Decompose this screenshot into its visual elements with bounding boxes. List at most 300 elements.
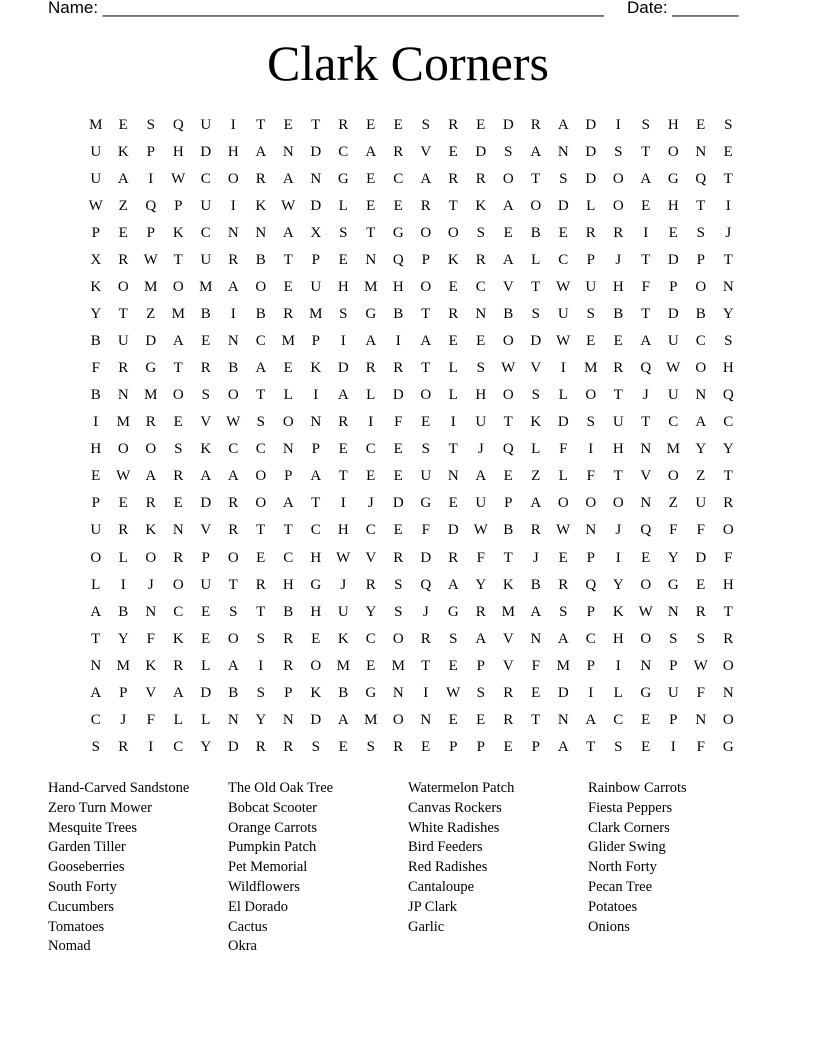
grid-letter[interactable]: R [448,306,459,323]
grid-letter[interactable]: A [337,711,349,728]
grid-letter[interactable]: U [90,171,102,188]
grid-letter[interactable]: Z [696,468,706,485]
grid-letter[interactable]: F [641,279,650,296]
grid-letter[interactable]: F [696,684,705,701]
grid-letter[interactable]: J [367,495,374,512]
grid-letter[interactable]: C [558,252,569,269]
date-field-label[interactable]: Date: _______ [627,0,739,17]
grid-letter[interactable]: F [559,441,568,458]
grid-letter[interactable]: K [172,630,184,647]
grid-letter[interactable]: U [695,495,707,512]
grid-letter[interactable]: M [309,306,323,323]
grid-letter[interactable]: H [612,441,624,458]
grid-letter[interactable]: D [200,684,212,701]
grid-letter[interactable]: W [336,549,351,566]
grid-letter[interactable]: F [146,630,155,647]
grid-letter[interactable]: O [667,144,679,161]
grid-letter[interactable]: O [392,630,404,647]
grid-letter[interactable]: H [337,522,349,539]
grid-letter[interactable]: P [504,495,513,512]
grid-letter[interactable]: I [615,117,621,133]
grid-letter[interactable]: R [228,522,239,539]
grid-letter[interactable]: S [174,441,183,458]
grid-letter[interactable]: E [476,711,486,728]
grid-letter[interactable]: K [310,684,322,701]
grid-letter[interactable]: F [696,738,705,755]
grid-letter[interactable]: R [200,360,211,377]
grid-letter[interactable]: R [338,117,349,133]
grid-letter[interactable]: F [531,657,540,674]
grid-letter[interactable]: G [310,576,322,593]
grid-letter[interactable]: O [172,387,184,404]
grid-letter[interactable]: Y [255,711,267,728]
grid-letter[interactable]: I [615,549,621,566]
grid-letter[interactable]: P [311,252,320,269]
grid-letter[interactable]: N [282,711,294,728]
grid-letter[interactable]: O [117,441,129,458]
grid-letter[interactable]: L [201,657,211,674]
grid-letter[interactable]: T [338,468,348,485]
grid-letter[interactable]: T [641,306,651,323]
grid-letter[interactable]: W [556,333,571,350]
grid-letter[interactable]: F [91,360,100,377]
grid-letter[interactable]: T [723,252,733,269]
grid-letter[interactable]: T [256,522,266,539]
grid-letter[interactable]: R [420,630,431,647]
grid-letter[interactable]: D [392,387,404,404]
grid-letter[interactable]: S [476,684,485,701]
grid-letter[interactable]: T [283,522,293,539]
grid-letter[interactable]: V [502,657,514,674]
grid-letter[interactable]: H [282,576,294,593]
grid-letter[interactable]: E [558,225,568,242]
grid-letter[interactable]: N [117,387,129,404]
grid-letter[interactable]: A [337,387,349,404]
grid-letter[interactable]: B [90,333,101,350]
grid-letter[interactable]: T [91,630,101,647]
grid-letter[interactable]: R [558,576,569,593]
grid-letter[interactable]: R [145,414,156,431]
grid-letter[interactable]: O [612,171,624,188]
grid-letter[interactable]: T [256,603,266,620]
grid-letter[interactable]: I [725,198,731,215]
grid-letter[interactable]: L [201,711,211,728]
grid-letter[interactable]: X [310,225,322,242]
grid-letter[interactable]: Y [722,441,734,458]
grid-letter[interactable]: T [421,360,431,377]
grid-letter[interactable]: B [695,306,706,323]
grid-letter[interactable]: Y [612,576,624,593]
grid-letter[interactable]: O [585,495,597,512]
grid-letter[interactable]: F [421,522,430,539]
grid-letter[interactable]: S [146,117,155,133]
grid-letter[interactable]: B [503,306,514,323]
grid-letter[interactable]: D [337,360,349,377]
grid-letter[interactable]: S [504,144,513,161]
grid-letter[interactable]: A [420,333,432,350]
grid-letter[interactable]: Q [420,576,432,593]
grid-letter[interactable]: O [282,414,294,431]
grid-letter[interactable]: H [612,279,624,296]
grid-letter[interactable]: O [227,387,239,404]
grid-letter[interactable]: B [255,252,266,269]
grid-letter[interactable]: A [640,333,652,350]
grid-letter[interactable]: D [585,171,597,188]
grid-letter[interactable]: W [143,252,158,269]
grid-letter[interactable]: O [172,279,184,296]
grid-letter[interactable]: R [283,306,294,323]
grid-letter[interactable]: D [585,144,597,161]
grid-letter[interactable]: N [722,684,734,701]
grid-letter[interactable]: R [530,522,541,539]
grid-letter[interactable]: I [670,738,676,755]
grid-letter[interactable]: W [226,414,241,431]
grid-letter[interactable]: C [695,333,706,350]
grid-letter[interactable]: O [530,198,542,215]
grid-letter[interactable]: L [283,387,293,404]
grid-letter[interactable]: G [337,171,349,188]
grid-letter[interactable]: O [255,279,267,296]
grid-letter[interactable]: D [557,684,569,701]
grid-letter[interactable]: H [667,117,679,133]
grid-letter[interactable]: V [640,468,652,485]
grid-letter[interactable]: I [120,576,126,593]
grid-letter[interactable]: J [120,711,127,728]
grid-letter[interactable]: K [172,225,184,242]
grid-letter[interactable]: G [420,495,432,512]
grid-letter[interactable]: L [448,387,458,404]
grid-letter[interactable]: A [255,360,267,377]
grid-letter[interactable]: K [145,657,157,674]
grid-letter[interactable]: V [365,549,377,566]
grid-letter[interactable]: I [423,684,429,701]
grid-letter[interactable]: I [588,441,594,458]
grid-letter[interactable]: O [227,549,239,566]
grid-letter[interactable]: S [449,630,458,647]
grid-letter[interactable]: A [557,630,569,647]
grid-letter[interactable]: H [722,576,734,593]
grid-letter[interactable]: M [199,279,213,296]
grid-letter[interactable]: Q [145,198,157,215]
grid-letter[interactable]: P [311,441,320,458]
grid-letter[interactable]: O [722,657,734,674]
grid-letter[interactable]: O [557,495,569,512]
grid-letter[interactable]: S [421,117,430,133]
grid-letter[interactable]: P [669,279,678,296]
grid-letter[interactable]: P [476,738,485,755]
grid-letter[interactable]: E [503,738,513,755]
grid-letter[interactable]: A [557,117,569,133]
grid-letter[interactable]: C [200,171,211,188]
grid-letter[interactable]: U [475,414,487,431]
grid-letter[interactable]: S [696,630,705,647]
grid-letter[interactable]: L [366,387,376,404]
grid-letter[interactable]: T [421,657,431,674]
grid-letter[interactable]: T [531,711,541,728]
grid-letter[interactable]: I [643,225,649,242]
grid-letter[interactable]: E [421,738,431,755]
grid-letter[interactable]: E [366,117,376,133]
grid-letter[interactable]: A [145,468,157,485]
grid-letter[interactable]: J [615,522,622,539]
grid-letter[interactable]: W [473,522,488,539]
grid-letter[interactable]: E [668,225,678,242]
grid-letter[interactable]: C [723,414,734,431]
grid-letter[interactable]: K [530,414,542,431]
grid-letter[interactable]: S [256,630,265,647]
grid-letter[interactable]: S [724,117,733,133]
grid-letter[interactable]: N [475,306,487,323]
grid-letter[interactable]: R [393,738,404,755]
grid-letter[interactable]: T [228,576,238,593]
grid-letter[interactable]: R [118,522,129,539]
grid-letter[interactable]: D [310,711,322,728]
grid-letter[interactable]: N [227,333,239,350]
grid-letter[interactable]: E [338,441,348,458]
grid-letter[interactable]: T [723,468,733,485]
grid-letter[interactable]: B [255,306,266,323]
grid-letter[interactable]: D [227,738,239,755]
grid-letter[interactable]: E [283,360,293,377]
grid-letter[interactable]: R [283,657,294,674]
grid-letter[interactable]: T [641,144,651,161]
grid-letter[interactable]: D [420,549,432,566]
grid-letter[interactable]: E [586,333,596,350]
grid-letter[interactable]: D [447,522,459,539]
grid-letter[interactable]: T [256,387,266,404]
grid-letter[interactable]: E [338,252,348,269]
grid-letter[interactable]: R [613,360,624,377]
grid-letter[interactable]: A [502,252,514,269]
grid-letter[interactable]: A [475,468,487,485]
grid-letter[interactable]: T [421,306,431,323]
grid-letter[interactable]: C [613,711,624,728]
grid-letter[interactable]: S [256,414,265,431]
grid-letter[interactable]: W [446,684,461,701]
grid-letter[interactable]: D [667,306,679,323]
grid-letter[interactable]: E [366,198,376,215]
grid-letter[interactable]: E [696,117,706,133]
grid-letter[interactable]: E [366,171,376,188]
grid-letter[interactable]: O [392,711,404,728]
grid-letter[interactable]: K [475,198,487,215]
grid-letter[interactable]: J [340,576,347,593]
grid-letter[interactable]: S [91,738,100,755]
grid-letter[interactable]: O [502,387,514,404]
grid-letter[interactable]: N [282,441,294,458]
grid-letter[interactable]: A [90,603,102,620]
grid-letter[interactable]: R [723,495,734,512]
grid-letter[interactable]: D [200,495,212,512]
grid-letter[interactable]: S [586,306,595,323]
grid-letter[interactable]: K [145,522,157,539]
grid-letter[interactable]: L [338,198,348,215]
grid-letter[interactable]: T [311,117,321,133]
grid-letter[interactable]: Y [722,306,734,323]
grid-letter[interactable]: I [340,333,346,350]
grid-letter[interactable]: E [201,333,211,350]
grid-letter[interactable]: E [421,414,431,431]
grid-letter[interactable]: O [612,495,624,512]
grid-letter[interactable]: R [393,549,404,566]
grid-letter[interactable]: M [171,306,185,323]
grid-letter[interactable]: A [557,738,569,755]
grid-letter[interactable]: O [640,630,652,647]
grid-letter[interactable]: B [503,522,514,539]
grid-letter[interactable]: R [695,603,706,620]
grid-letter[interactable]: U [310,279,322,296]
grid-letter[interactable]: R [503,711,514,728]
grid-letter[interactable]: E [366,468,376,485]
grid-letter[interactable]: R [173,549,184,566]
grid-letter[interactable]: A [282,495,294,512]
grid-letter[interactable]: E [641,198,651,215]
grid-letter[interactable]: R [365,360,376,377]
grid-letter[interactable]: A [530,495,542,512]
grid-letter[interactable]: C [255,333,266,350]
grid-letter[interactable]: U [200,117,212,133]
grid-letter[interactable]: A [227,468,239,485]
grid-letter[interactable]: G [365,306,377,323]
grid-letter[interactable]: S [559,603,568,620]
grid-letter[interactable]: R [448,117,459,133]
grid-letter[interactable]: D [502,117,514,133]
grid-letter[interactable]: C [228,441,239,458]
grid-letter[interactable]: U [585,279,597,296]
grid-letter[interactable]: R [118,738,129,755]
grid-letter[interactable]: O [420,387,432,404]
grid-letter[interactable]: R [228,252,239,269]
grid-letter[interactable]: O [255,495,267,512]
grid-letter[interactable]: I [313,387,319,404]
grid-letter[interactable]: M [666,441,680,458]
grid-letter[interactable]: R [255,171,266,188]
grid-letter[interactable]: B [530,225,541,242]
grid-letter[interactable]: D [310,144,322,161]
grid-letter[interactable]: S [614,144,623,161]
grid-letter[interactable]: S [531,306,540,323]
grid-letter[interactable]: R [475,603,486,620]
grid-letter[interactable]: P [91,225,100,242]
grid-letter[interactable]: A [172,333,184,350]
grid-letter[interactable]: R [118,360,129,377]
grid-letter[interactable]: Q [502,441,514,458]
grid-letter[interactable]: E [723,144,733,161]
grid-letter[interactable]: Q [585,576,597,593]
grid-letter[interactable]: K [447,252,459,269]
grid-letter[interactable]: S [476,360,485,377]
grid-letter[interactable]: Y [695,441,707,458]
grid-letter[interactable]: A [585,711,597,728]
grid-letter[interactable]: P [669,657,678,674]
grid-letter[interactable]: C [585,630,596,647]
grid-letter[interactable]: D [392,495,404,512]
grid-letter[interactable]: V [420,144,432,161]
grid-letter[interactable]: S [366,738,375,755]
grid-letter[interactable]: S [201,387,210,404]
grid-letter[interactable]: T [723,171,733,188]
grid-letter[interactable]: O [722,711,734,728]
grid-letter[interactable]: U [667,333,679,350]
grid-letter[interactable]: C [310,522,321,539]
grid-letter[interactable]: E [503,468,513,485]
grid-letter[interactable]: A [640,171,652,188]
grid-letter[interactable]: E [641,711,651,728]
grid-letter[interactable]: E [641,738,651,755]
grid-letter[interactable]: K [90,279,102,296]
grid-letter[interactable]: M [584,360,598,377]
grid-letter[interactable]: E [393,117,403,133]
grid-letter[interactable]: P [91,495,100,512]
grid-letter[interactable]: B [613,306,624,323]
grid-letter[interactable]: E [256,549,266,566]
grid-letter[interactable]: D [557,414,569,431]
grid-letter[interactable]: B [228,360,239,377]
grid-letter[interactable]: R [393,144,404,161]
grid-letter[interactable]: B [200,306,211,323]
grid-letter[interactable]: G [722,738,734,755]
grid-letter[interactable]: E [448,333,458,350]
grid-letter[interactable]: F [724,549,733,566]
grid-letter[interactable]: C [365,441,376,458]
grid-letter[interactable]: H [722,360,734,377]
grid-letter[interactable]: P [449,738,458,755]
name-field-label[interactable]: Name: _____________________________________________________ [48,0,604,17]
grid-letter[interactable]: T [531,171,541,188]
grid-letter[interactable]: U [200,198,212,215]
grid-letter[interactable]: M [364,279,378,296]
grid-letter[interactable]: F [696,522,705,539]
grid-letter[interactable]: N [310,171,322,188]
grid-letter[interactable]: S [339,306,348,323]
grid-letter[interactable]: T [531,279,541,296]
grid-letter[interactable]: R [448,171,459,188]
grid-letter[interactable]: E [118,225,128,242]
grid-letter[interactable]: D [475,144,487,161]
grid-letter[interactable]: C [283,549,294,566]
grid-letter[interactable]: J [147,576,154,593]
grid-letter[interactable]: K [255,198,267,215]
grid-letter[interactable]: E [558,549,568,566]
grid-letter[interactable]: B [228,684,239,701]
grid-letter[interactable]: U [90,522,102,539]
grid-letter[interactable]: E [448,657,458,674]
grid-letter[interactable]: I [588,684,594,701]
grid-letter[interactable]: O [255,468,267,485]
grid-letter[interactable]: B [118,603,129,620]
grid-letter[interactable]: M [391,657,405,674]
grid-letter[interactable]: Q [695,171,707,188]
grid-letter[interactable]: M [556,657,570,674]
grid-letter[interactable]: K [337,630,349,647]
grid-letter[interactable]: I [93,414,99,431]
grid-letter[interactable]: M [281,333,295,350]
grid-letter[interactable]: Y [365,603,377,620]
grid-letter[interactable]: C [365,630,376,647]
grid-letter[interactable]: U [117,333,129,350]
grid-letter[interactable]: E [118,495,128,512]
grid-letter[interactable]: L [558,468,568,485]
grid-letter[interactable]: U [420,468,432,485]
grid-letter[interactable]: M [144,279,158,296]
grid-letter[interactable]: N [557,711,569,728]
grid-letter[interactable]: P [119,684,128,701]
grid-letter[interactable]: Y [475,576,487,593]
grid-letter[interactable]: P [586,657,595,674]
grid-letter[interactable]: A [282,171,294,188]
grid-letter[interactable]: M [116,657,130,674]
grid-letter[interactable]: P [174,198,183,215]
